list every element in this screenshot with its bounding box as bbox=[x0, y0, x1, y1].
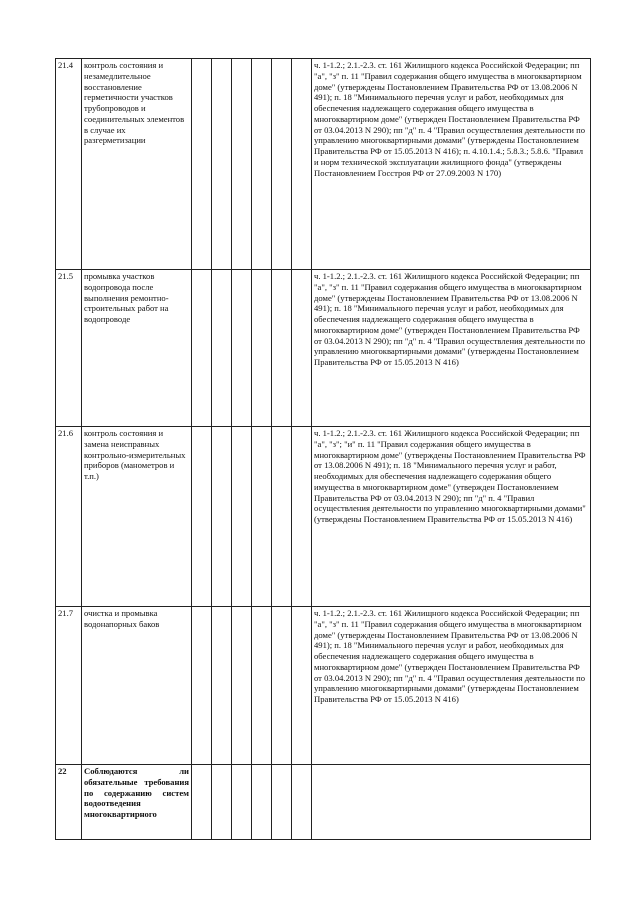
answer-cell[interactable] bbox=[272, 765, 292, 840]
answer-cell[interactable] bbox=[272, 607, 292, 765]
answer-cell[interactable] bbox=[192, 607, 212, 765]
row-question: контроль состояния и замена неисправных контрольно-измерительных приборов (манометров и т.п.) bbox=[82, 427, 192, 607]
answer-cell[interactable] bbox=[252, 427, 272, 607]
answer-cell[interactable] bbox=[192, 59, 212, 270]
answer-cell[interactable] bbox=[192, 270, 212, 427]
answer-cell[interactable] bbox=[212, 607, 232, 765]
answer-cell[interactable] bbox=[232, 765, 252, 840]
answer-cell[interactable] bbox=[252, 765, 272, 840]
answer-cell[interactable] bbox=[292, 270, 312, 427]
table-row bbox=[56, 427, 591, 607]
row-reference: ч. 1-1.2.; 2.1.-2.3. ст. 161 Жилищного кодекса Российской Федерации; пп "а", "з" п. 11 "Правил содержания общего имущества в многоквартирном доме" (утверждены Постановлением Правительства РФ от 13.08.2006 N 491); п. 18 "Минимального перечня услуг и работ, необходимых для обеспечения надлежащего содержания общего имущества в многоквартирном доме" (утвержден Постановлением Правительства РФ от 03.04.2013 N 290); пп "д" п. 4 "Правил осуществления деятельности по управлению многоквартирными домами" (утверждены Постановлением Правительства РФ от 15.05.2013 N 416) bbox=[312, 607, 591, 765]
row-number: 22 bbox=[56, 765, 82, 840]
answer-cell[interactable] bbox=[272, 427, 292, 607]
answer-cell[interactable] bbox=[272, 270, 292, 427]
answer-cell[interactable] bbox=[252, 59, 272, 270]
answer-cell[interactable] bbox=[292, 765, 312, 840]
row-number: 21.7 bbox=[56, 607, 82, 765]
checklist-table bbox=[55, 58, 591, 840]
answer-cell[interactable] bbox=[212, 427, 232, 607]
answer-cell[interactable] bbox=[292, 59, 312, 270]
answer-cell[interactable] bbox=[292, 607, 312, 765]
answer-cell[interactable] bbox=[212, 270, 232, 427]
row-question: контроль состояния и незамедлительное восстановление герметичности участков трубопроводов и соединительных элементов в случае их разгерметизации bbox=[82, 59, 192, 270]
row-number: 21.6 bbox=[56, 427, 82, 607]
table-row bbox=[56, 765, 591, 840]
table-row bbox=[56, 607, 591, 765]
answer-cell[interactable] bbox=[232, 607, 252, 765]
answer-cell[interactable] bbox=[272, 59, 292, 270]
table-row bbox=[56, 59, 591, 270]
answer-cell[interactable] bbox=[232, 427, 252, 607]
answer-cell[interactable] bbox=[252, 270, 272, 427]
answer-cell[interactable] bbox=[292, 427, 312, 607]
answer-cell[interactable] bbox=[232, 270, 252, 427]
answer-cell[interactable] bbox=[232, 59, 252, 270]
answer-cell[interactable] bbox=[192, 765, 212, 840]
row-number: 21.4 bbox=[56, 59, 82, 270]
answer-cell[interactable] bbox=[192, 427, 212, 607]
row-question: Соблюдаются ли обязательные требования по содержанию систем водоотведения многоквартирного bbox=[82, 765, 192, 840]
row-reference: ч. 1-1.2.; 2.1.-2.3. ст. 161 Жилищного кодекса Российской Федерации; пп "а", "з"; "и" п. 11 "Правил содержания общего имущества в многоквартирном доме" (утверждены Постановлением Правительства РФ от 13.08.2006 N 491); п. 18 "Минимального перечня услуг и работ, необходимых для обеспечения надлежащего содержания общего имущества в многоквартирном доме" (утвержден Постановлением Правительства РФ от 03.04.2013 N 290); пп "д" п. 4 "Правил осуществления деятельности по управлению многоквартирными домами" (утверждены Постановлением Правительства РФ от 15.05.2013 N 416) bbox=[312, 427, 591, 607]
row-number: 21.5 bbox=[56, 270, 82, 427]
row-reference: ч. 1-1.2.; 2.1.-2.3. ст. 161 Жилищного кодекса Российской Федерации; пп "а", "з" п. 11 "Правил содержания общего имущества в многоквартирном доме" (утверждены Постановлением Правительства РФ от 13.08.2006 N 491); п. 18 "Минимального перечня услуг и работ, необходимых для обеспечения надлежащего содержания общего имущества в многоквартирном доме" (утвержден Постановлением Правительства РФ от 03.04.2013 N 290); пп "д" п. 4 "Правил осуществления деятельности по управлению многоквартирными домами" (утверждены Постановлением Правительства РФ от 15.05.2013 N 416); п. 4.10.1.4.; 5.8.3.; 5.8.6. "Правил и норм технической эксплуатации жилищного фонда" (утверждены Постановлением Госстроя РФ от 27.09.2003 N 170) bbox=[312, 59, 591, 270]
table-row bbox=[56, 270, 591, 427]
row-reference: ч. 1-1.2.; 2.1.-2.3. ст. 161 Жилищного кодекса Российской Федерации; пп "а", "з" п. 11 "Правил содержания общего имущества в многоквартирном доме" (утверждены Постановлением Правительства РФ от 13.08.2006 N 491); п. 18 "Минимального перечня услуг и работ, необходимых для обеспечения надлежащего содержания общего имущества в многоквартирном доме" (утвержден Постановлением Правительства РФ от 03.04.2013 N 290); пп "д" п. 4 "Правил осуществления деятельности по управлению многоквартирными домами" (утверждены Постановлением Правительства РФ от 15.05.2013 N 416) bbox=[312, 270, 591, 427]
answer-cell[interactable] bbox=[212, 59, 232, 270]
answer-cell[interactable] bbox=[252, 607, 272, 765]
row-reference bbox=[312, 765, 591, 840]
row-question: очистка и промывка водонапорных баков bbox=[82, 607, 192, 765]
row-question: промывка участков водопровода после выполнения ремонтно-строительных работ на водопроводе bbox=[82, 270, 192, 427]
answer-cell[interactable] bbox=[212, 765, 232, 840]
